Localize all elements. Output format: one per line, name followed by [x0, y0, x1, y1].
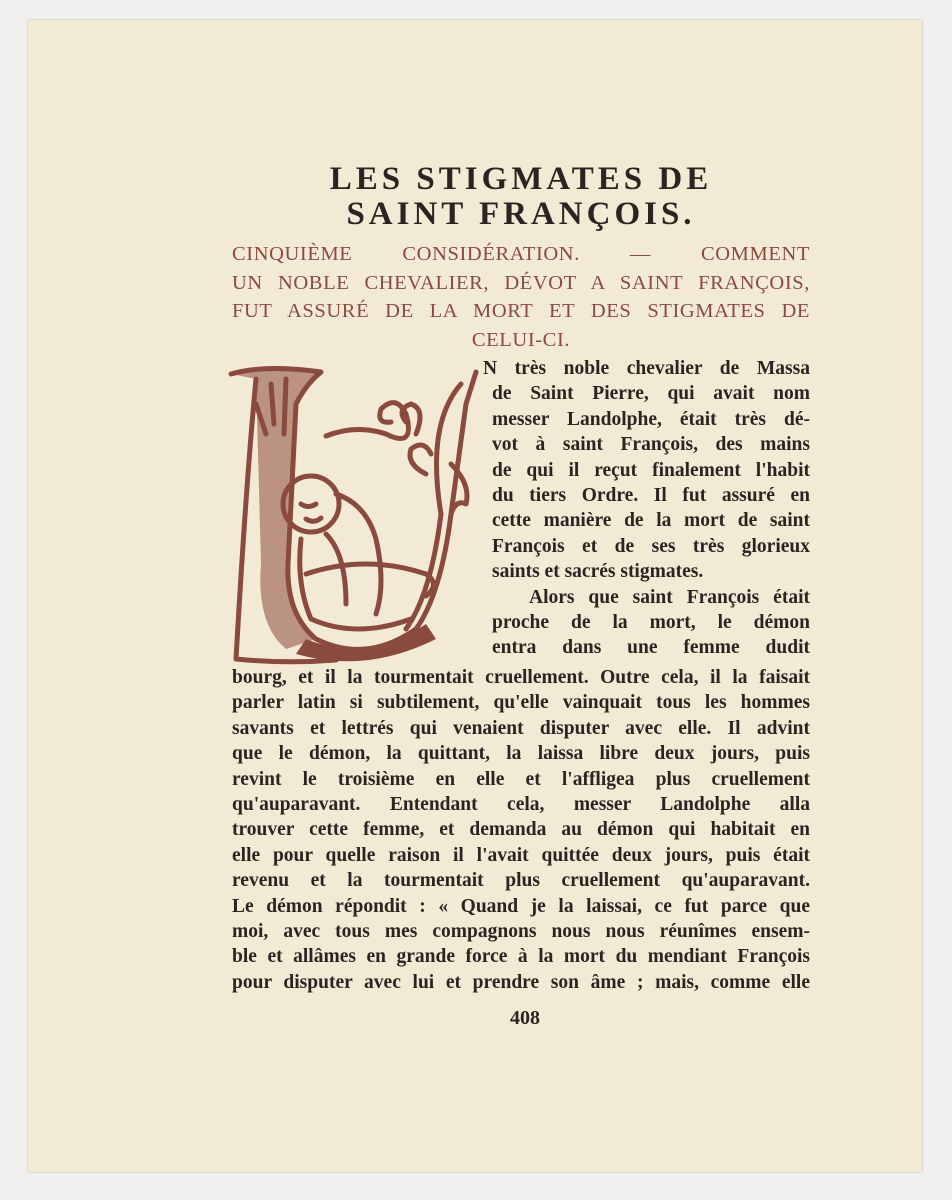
- chapter-title: [232, 162, 810, 232]
- text-line: elle pour quelle raison il l'avait quittée deux jours, puis était: [232, 844, 810, 866]
- text-line: ble et allâmes en grande force à la mort du mendiant François: [232, 946, 810, 968]
- text-line: saints et sacrés stigmates.: [492, 561, 704, 583]
- text-line: du tiers Ordre. Il fut assuré en: [492, 484, 810, 506]
- text-line: de qui il reçut finalement l'habit: [492, 459, 810, 481]
- text-line: N très noble chevalier de Massa: [483, 358, 810, 379]
- text-line: Le démon répondit : « Quand je la laissai, ce fut parce que: [232, 895, 810, 917]
- subtitle-line: FUT ASSURÉ DE LA MORT ET DES STIGMATES DE: [232, 300, 810, 322]
- text-line: savants et lettrés qui venaient disputer avec elle. Il advint: [232, 717, 810, 739]
- text-line: revint le troisième en elle et l'affligea plus cruellement: [232, 768, 810, 790]
- text-line: proche de la mort, le démon: [492, 611, 810, 633]
- text-line: Alors que saint François était: [529, 586, 810, 608]
- chapter-subtitle: [232, 240, 810, 354]
- text-line: messer Landolphe, était très dé-: [492, 408, 810, 430]
- paragraph-narrow: [483, 356, 810, 661]
- text-line: pour disputer avec lui et prendre son âme ; mais, comme elle: [232, 971, 810, 993]
- text-line: François et de ses très glorieux: [492, 535, 810, 557]
- text-line: qu'auparavant. Entendant cela, messer Landolphe alla: [232, 793, 810, 815]
- text-line: que le démon, la quittant, la laissa libre deux jours, puis: [232, 743, 810, 765]
- title-line: SAINT FRANÇOIS.: [346, 196, 696, 232]
- illuminated-drop-cap-u: [226, 364, 488, 666]
- title-line: LES STIGMATES DE: [329, 161, 713, 197]
- paragraph-full: [232, 665, 810, 995]
- text-line: vot à saint François, des mains: [492, 434, 810, 456]
- subtitle-line: CINQUIÈME CONSIDÉRATION. — COMMENT: [232, 243, 810, 265]
- subtitle-line: CELUI-CI.: [471, 328, 571, 351]
- text-line: entra dans une femme dudit: [492, 637, 810, 659]
- text-line: de Saint Pierre, qui avait nom: [492, 383, 810, 405]
- text-line: revenu et la tourmentait plus cruellement qu'auparavant.: [232, 870, 810, 892]
- subtitle-line: UN NOBLE CHEVALIER, DÉVOT A SAINT FRANÇOIS,: [232, 271, 810, 294]
- text-line: bourg, et il la tourmentait cruellement. Outre cela, il la faisait: [232, 667, 810, 688]
- text-line: moi, avec tous mes compagnons nous nous réunîmes ensem-: [232, 920, 810, 942]
- page-number: 408: [510, 1007, 540, 1029]
- text-line: parler latin si subtilement, qu'elle vainquait tous les hommes: [232, 692, 810, 714]
- text-line: cette manière de la mort de saint: [492, 510, 810, 532]
- text-line: trouver cette femme, et demanda au démon qui habitait en: [232, 819, 810, 841]
